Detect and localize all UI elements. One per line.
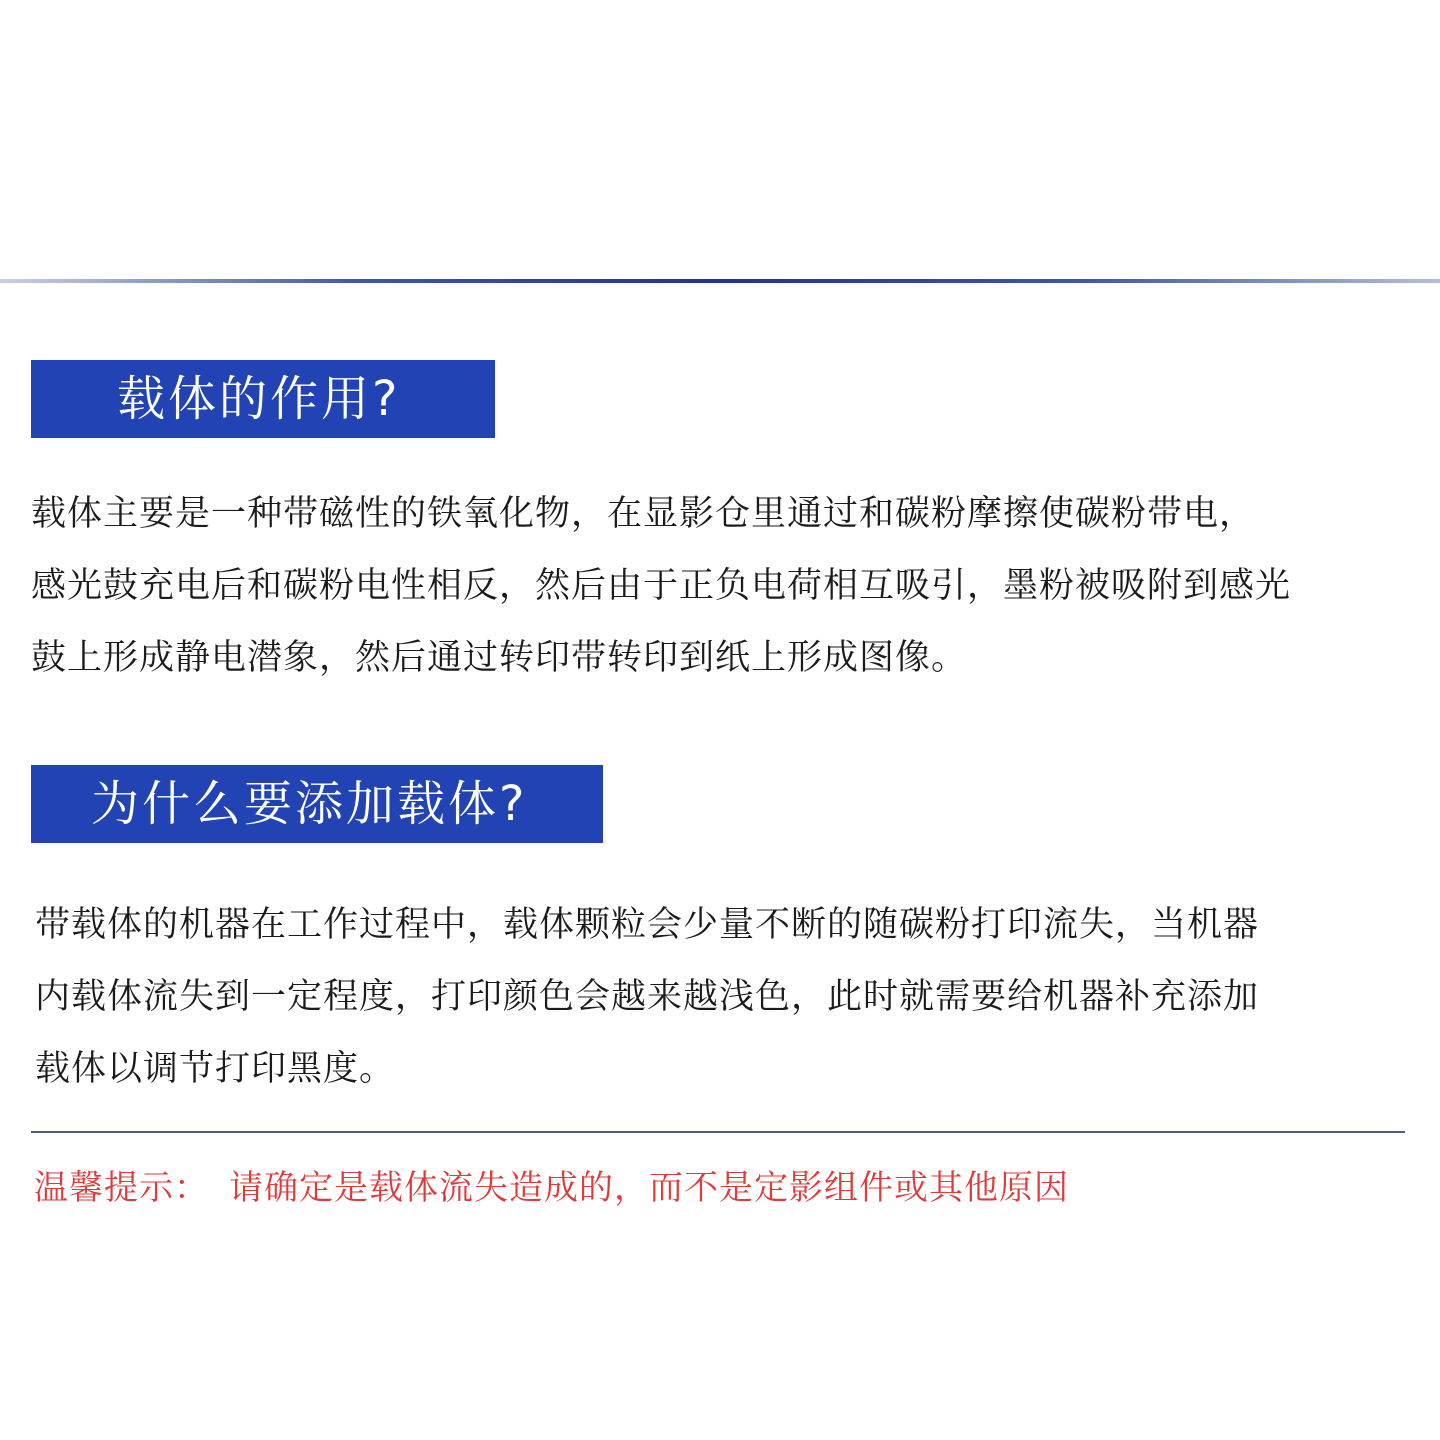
- carrier-role-paragraph: [31, 478, 1411, 694]
- paragraph-line: 载体以调节打印黑度。: [35, 1049, 396, 1089]
- paragraph-line: 载体主要是一种带磁性的铁氧化物，在显影仓里通过和碳粉摩擦使碳粉带电，: [31, 494, 1256, 534]
- paragraph-line: 感光鼓充电后和碳粉电性相反，然后由于正负电荷相互吸引，墨粉被吸附到感光: [31, 566, 1292, 606]
- paragraph-line: 鼓上形成静电潜象，然后通过转印带转印到纸上形成图像。: [31, 638, 968, 678]
- section-heading-why-add-carrier: 为什么要添加载体?: [31, 765, 603, 843]
- paragraph-line: 内载体流失到一定程度，打印颜色会越来越浅色，此时就需要给机器补充添加: [35, 977, 1260, 1017]
- warm-tip-text: 请确定是载体流失造成的，而不是定影组件或其他原因: [229, 1168, 1069, 1208]
- section-heading-carrier-role: 载体的作用?: [31, 360, 495, 438]
- top-decorative-rule: [0, 279, 1440, 283]
- warm-tip-label: 温馨提示：: [34, 1168, 209, 1208]
- paragraph-line: 带载体的机器在工作过程中，载体颗粒会少量不断的随碳粉打印流失，当机器: [35, 905, 1260, 945]
- why-add-carrier-paragraph: [35, 889, 1415, 1105]
- section-divider: [31, 1131, 1405, 1133]
- warm-tip: [34, 1160, 1069, 1216]
